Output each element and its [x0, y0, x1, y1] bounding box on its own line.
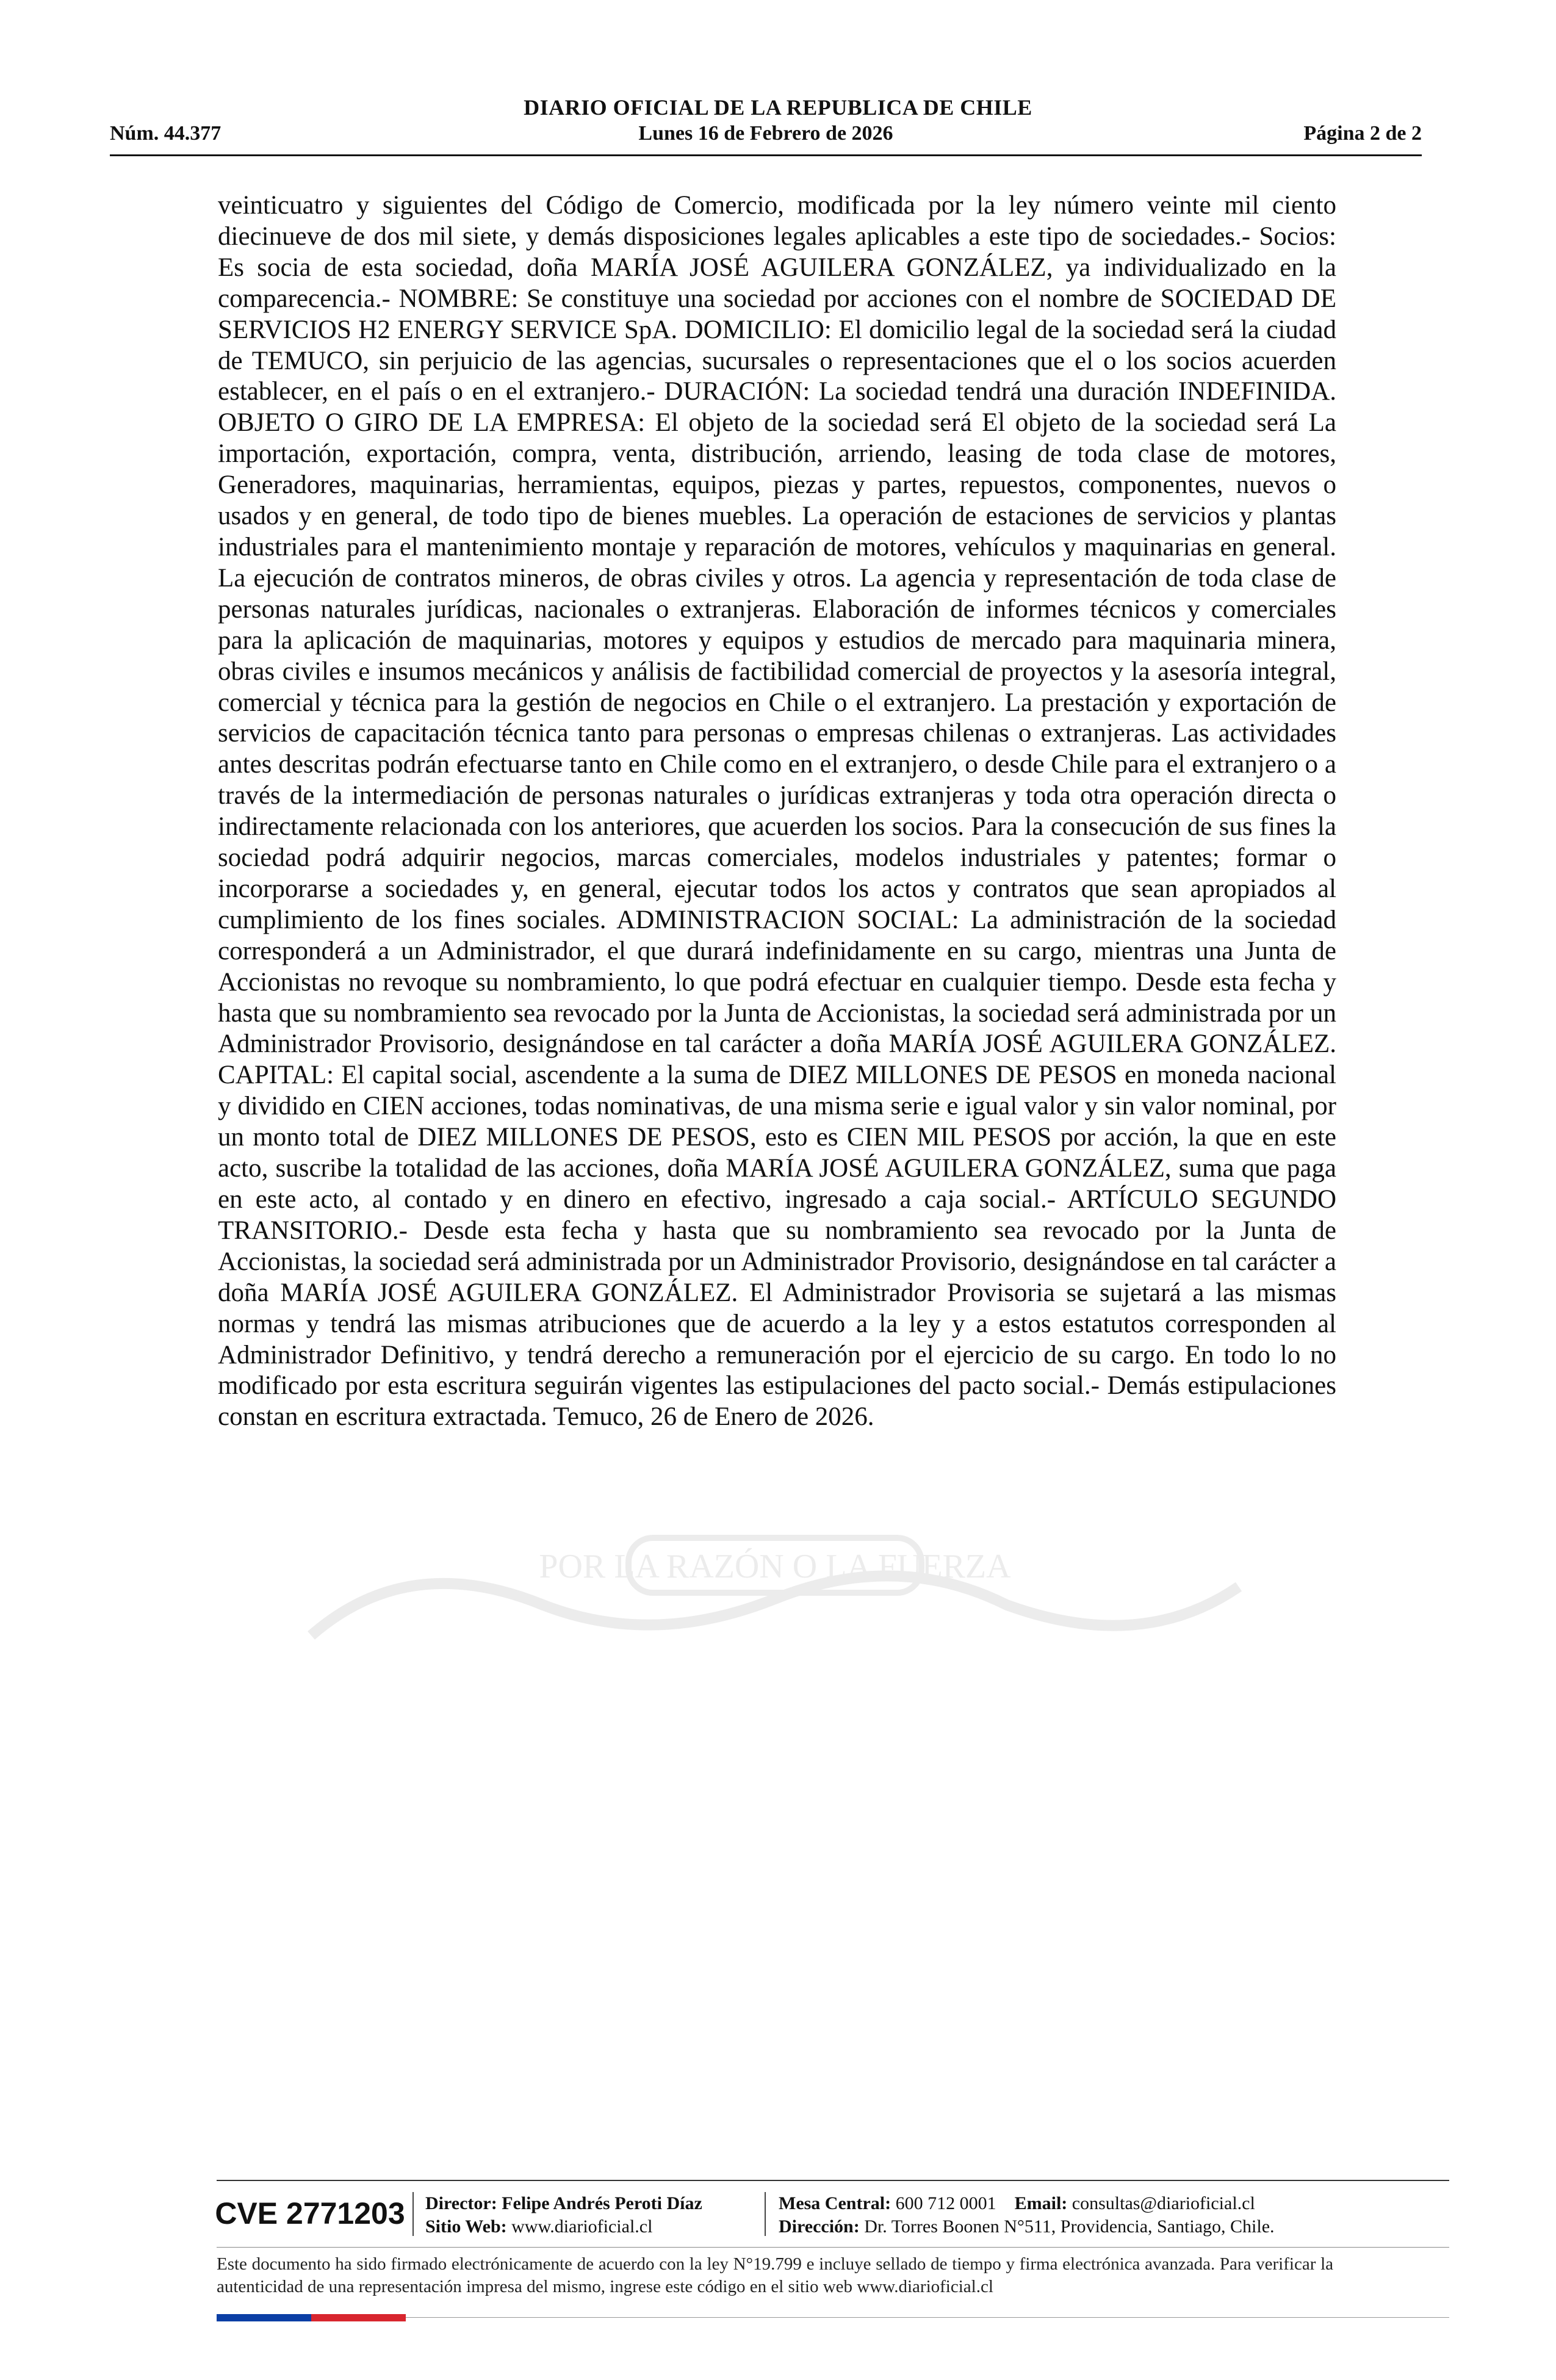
contact-block	[779, 2192, 1444, 2238]
header-row	[110, 122, 1422, 150]
header-divider	[110, 154, 1422, 156]
address-text: Dr. Torres Boonen N°511, Providencia, Santiago, Chile.	[864, 2216, 1275, 2237]
phone-label: Mesa Central:	[779, 2193, 891, 2213]
publication-body: veinticuatro y siguientes del Código de Comercio, modificada por la ley número veinte mil ciento diecinueve de dos mil siete, y demás disposiciones legales aplicables a este tipo de sociedades.- Socios: Es socia de esta sociedad, doña MARÍA JOSÉ AGUILERA GONZÁLEZ, ya individualizado en la comparecencia.- NOMBRE: Se constituye una sociedad por acciones con el nombre de SOCIEDAD DE SERVICIOS H2 ENERGY SERVICE SpA. DOMICILIO: El domicilio legal de la sociedad será la ciudad de TEMUCO, sin perjuicio de las agencias, sucursales o representaciones que el o los socios acuerden establecer, en el país o en el extranjero.- DURACIÓN: La sociedad tendrá una duración INDEFINIDA. OBJETO O GIRO DE LA EMPRESA: El objeto de la sociedad será El objeto de la sociedad será La importación, exportación, compra, venta, distribución, arriendo, leasing de toda clase de motores, Generadores, maquinarias, herramientas, equipos, piezas y partes, repuestos, componentes, nuevos o usados y en general, de todo tipo de bienes muebles. La operación de estaciones de servicios y plantas industriales para el mantenimiento montaje y reparación de motores, vehículos y maquinarias en general. La ejecución de contratos mineros, de obras civiles y otros. La agencia y representación de toda clase de personas naturales jurídicas, nacionales o extranjeras. Elaboración de informes técnicos y comerciales para la aplicación de maquinarias, motores y equipos y estudios de mercado para maquinaria minera, obras civiles e insumos mecánicos y análisis de factibilidad comercial de proyectos y la asesoría integral, comercial y técnica para la gestión de negocios en Chile o el extranjero. La prestación y exportación de servicios de capacitación técnica tanto para personas o empresas chilenas o extranjeras. Las actividades antes descritas podrán efectuarse tanto en Chile como en el extranjero, o desde Chile para el extranjero o a través de la intermediación de personas naturales o jurídicas extranjeras y toda otra operación directa o indirectamente relacionada con los anteriores, que acuerden los socios. Para la consecución de sus fines la sociedad podrá adquirir negocios, marcas comerciales, modelos industriales y patentes; formar o incorporarse a sociedades y, en general, ejecutar todos los actos y contratos que sean apropiados al cumplimiento de los fines sociales. ADMINISTRACION SOCIAL: La administración de la sociedad corresponderá a un Administrador, el que durará indefinidamente en su cargo, mientras una Junta de Accionistas no revoque su nombramiento, lo que podrá efectuar en cualquier tiempo. Desde esta fecha y hasta que su nombramiento sea revocado por la Junta de Accionistas, la sociedad será administrada por un Administrador Provisorio, designándose en tal carácter a doña MARÍA JOSÉ AGUILERA GONZÁLEZ. CAPITAL: El capital social, ascendente a la suma de DIEZ MILLONES DE PESOS en moneda nacional y dividido en CIEN acciones, todas nominativas, de una misma serie e igual valor y sin valor nominal, por un monto total de DIEZ MILLONES DE PESOS, esto es CIEN MIL PESOS por acción, la que en este acto, suscribe la totalidad de las acciones, doña MARÍA JOSÉ AGUILERA GONZÁLEZ, suma que paga en este acto, al contado y en dinero en efectivo, ingresado a caja social.- ARTÍCULO SEGUNDO TRANSITORIO.- Desde esta fecha y hasta que su nombramiento sea revocado por la Junta de Accionistas, la sociedad será administrada por un Administrador Provisorio, designándose en tal carácter a doña MARÍA JOSÉ AGUILERA GONZÁLEZ. El Administrador Provisoria se sujetará a las mismas normas y tendrá las mismas atribuciones que de acuerdo a la ley y a estos estatutos corresponden al Administrador Definitivo, y tendrá derecho a remuneración por el ejercicio de su cargo. En todo lo no modificado por esta escritura seguirán vigentes las estipulaciones del pacto social.- Demás estipulaciones constan en escritura extractada. Temuco, 26 de Enero de 2026.	[218, 191, 1336, 1432]
page-indicator: Página 2 de 2	[1303, 122, 1422, 145]
email-label: Email:	[1014, 2193, 1068, 2213]
flag-red-segment	[311, 2314, 406, 2321]
footer-vertical-divider	[412, 2192, 414, 2236]
phone-number: 600 712 0001	[895, 2193, 996, 2213]
issue-number: Núm. 44.377	[110, 122, 222, 145]
coat-of-arms-watermark	[287, 1513, 1263, 1672]
watermark-motto: POR LA RAZÓN O LA FUERZA	[539, 1548, 1011, 1585]
director-name: Felipe Andrés Peroti Díaz	[502, 2193, 702, 2213]
website-label: Sitio Web:	[425, 2216, 507, 2237]
footer-vertical-divider-2	[765, 2192, 766, 2236]
gazette-title: DIARIO OFICIAL DE LA REPUBLICA DE CHILE	[524, 95, 1032, 120]
director-label: Director:	[425, 2193, 497, 2213]
flag-blue-segment	[217, 2314, 311, 2321]
flag-stripe	[217, 2314, 406, 2321]
issue-date: Lunes 16 de Febrero de 2026	[638, 122, 893, 145]
footer-divider-mid	[217, 2247, 1449, 2248]
website-link[interactable]: www.diarioficial.cl	[511, 2216, 653, 2237]
cve-code: CVE 2771203	[215, 2196, 405, 2230]
footer-divider-bottom	[406, 2317, 1449, 2318]
email-link[interactable]: consultas@diarioficial.cl	[1072, 2193, 1255, 2213]
signature-notice: Este documento ha sido firmado electrónicamente de acuerdo con la ley N°19.799 e incluye sellado de tiempo y firma electrónica avanzada. Para verificar la autenticidad de una representación impresa del mismo, ingrese este código en el sitio web www.diarioficial.cl	[217, 2254, 1333, 2296]
footer-divider-top	[217, 2180, 1449, 2181]
director-block	[425, 2192, 755, 2238]
address-label: Dirección:	[779, 2216, 860, 2237]
